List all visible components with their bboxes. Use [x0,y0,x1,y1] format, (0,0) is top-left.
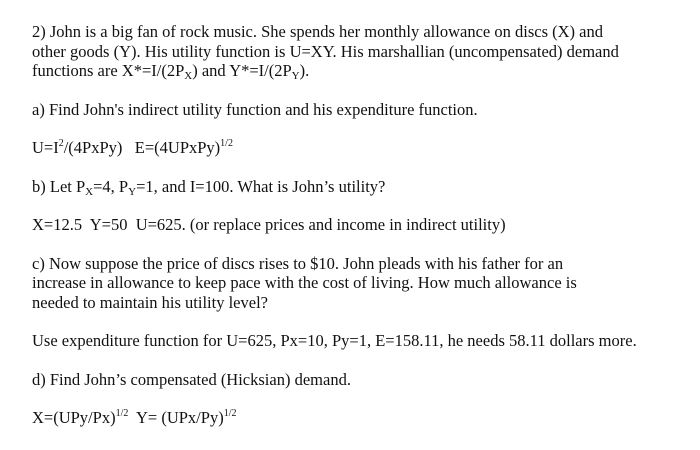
part-d-question: d) Find John’s compensated (Hicksian) demand. [32,369,351,389]
part-c-answer: Use expenditure function for U=625, Px=10, Py=1, E=158.11, he needs 58.11 dollars more. [32,331,637,350]
part-a-question: a) Find John's indirect utility function and his expenditure function. [32,99,478,119]
question-line-2: other goods (Y). His utility function is U=XY. His marshallian (uncompensated) demand [32,41,619,61]
part-c-line-1: c) Now suppose the price of discs rises to $10. John pleads with his father for an [32,253,564,273]
subscript-x: X [85,185,94,198]
subscript-y: Y [128,185,137,198]
superscript-half: 1/2 [115,408,129,419]
subscript-y: Y [291,70,300,82]
question-text [32,22,672,81]
part-d-answer [32,408,672,428]
question-line-3-part-a: functions are X*=I/(2P [32,61,185,80]
question-line-1: 2) John is a big fan of rock music. She spends her monthly allowance on discs (X) and [32,22,603,41]
question-line-3-part-c: ). [299,61,310,80]
document [32,22,672,428]
part-c-line-2: increase in allowance to keep pace with the cost of living. How much allowance is [32,273,577,292]
part-a-answer-e: /(4PxPy) E=(4UPxPy) [63,138,221,157]
superscript-2: 2 [58,138,64,149]
superscript-half: 1/2 [220,138,233,149]
part-a-answer [32,138,672,158]
part-d-answer-x: X=(UPy/Px) [32,408,116,427]
part-b-q-3: =1, and I=100. What is John’s utility? [136,176,386,196]
question-line-3-part-b: ) and Y*=I/(2P [192,61,292,80]
part-b-answer: X=12.5 Y=50 U=625. (or replace prices and income in indirect utility) [32,215,506,234]
part-a-answer-u: U=I [32,138,59,157]
part-b-q-2: =4, P [93,176,129,196]
superscript-half: 1/2 [223,408,237,419]
subscript-x: X [184,70,193,82]
part-d-answer-y: Y= (UPx/Py) [128,408,224,427]
part-c-line-3: needed to maintain his utility level? [32,292,268,312]
part-b-q-1: b) Let P [32,176,86,196]
part-b-question [32,177,672,197]
question-line-3 [32,61,672,81]
